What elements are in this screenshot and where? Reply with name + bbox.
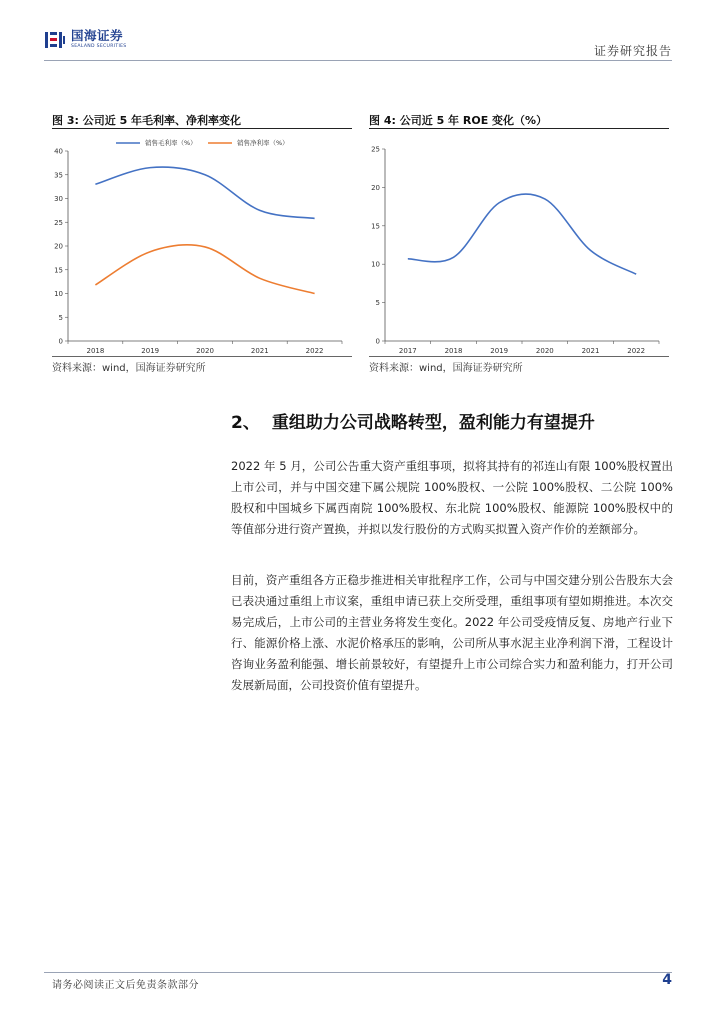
legend-label-0: 销售毛利率（%） (145, 139, 197, 147)
figure3-source: 资料来源：wind，国海证券研究所 (52, 363, 206, 374)
x-tick-label: 2022 (627, 347, 646, 355)
figure3-caption: 公司近 5 年毛利率、净利率变化 (82, 114, 242, 127)
figure3-bottom-rule (52, 356, 352, 357)
figure3-top-rule (52, 128, 352, 129)
roe-chart (369, 132, 669, 356)
header-divider (44, 60, 672, 61)
y-tick-label: 25 (54, 218, 63, 227)
figure4-source: 资料来源：wind，国海证券研究所 (369, 363, 523, 374)
x-tick-label: 2017 (398, 347, 417, 355)
y-tick-label: 10 (54, 290, 63, 298)
figure4-bottom-rule (369, 356, 669, 357)
logo-name-en: SEALAND SECURITIES (71, 43, 127, 49)
section-heading (231, 408, 595, 433)
figure4-caption: 公司近 5 年 ROE 变化（%） (399, 114, 548, 127)
figure4-top-rule (369, 128, 669, 129)
x-tick-label: 2018 (444, 347, 463, 355)
logo-mark-icon (44, 30, 66, 50)
footer-disclaimer: 请务必阅读正文后免责条款部分 (52, 980, 199, 991)
x-tick-label: 2021 (250, 347, 269, 355)
paragraph-2: 目前，资产重组各方正稳步推进相关审批程序工作，公司与中国交建分别公告股东大会已表决通过重组上市议案，重组申请已获上交所受理，重组事项有望如期推进。本次交易完成后，上市公司的主营业务将发生变化。2022 年公司受疫情反复、房地产行业下行、能源价格上涨、水泥价格承压的影响，公司所从事水泥主业净利润下滑，工程设计咨询业务盈利能强、增长前景较好，有望提升上市公司综合实力和盈利能力，打开公司发展新局面，公司投资价值有望提升。 (231, 573, 673, 692)
series-line-0 (408, 194, 636, 274)
series-line-1 (95, 245, 314, 294)
margin-chart (52, 132, 352, 356)
y-tick-label: 0 (58, 337, 63, 346)
y-tick-label: 40 (54, 147, 63, 156)
section-number: 2、 (231, 413, 260, 433)
company-logo (44, 30, 127, 50)
figure3-label: 图 3: (52, 114, 79, 127)
figure4-label: 图 4: (369, 114, 396, 127)
footer-divider (44, 972, 672, 973)
series-line-0 (95, 167, 314, 218)
figure3-title (52, 112, 241, 128)
y-tick-label: 10 (371, 260, 380, 269)
x-tick-label: 2019 (490, 347, 509, 355)
y-tick-label: 25 (371, 145, 380, 154)
x-tick-label: 2020 (196, 347, 214, 355)
y-tick-label: 0 (375, 337, 380, 346)
x-tick-label: 2022 (305, 347, 324, 355)
y-tick-label: 20 (371, 183, 380, 192)
y-tick-label: 35 (54, 171, 63, 180)
x-tick-label: 2020 (535, 347, 554, 355)
y-tick-label: 15 (371, 222, 380, 231)
x-tick-label: 2019 (141, 347, 160, 355)
figure4-title (369, 112, 547, 128)
y-tick-label: 20 (54, 242, 63, 251)
x-tick-label: 2021 (581, 347, 600, 355)
report-type: 证券研究报告 (593, 44, 672, 58)
section-title: 重组助力公司战略转型，盈利能力有望提升 (271, 413, 595, 433)
y-tick-label: 30 (54, 195, 63, 203)
page-number: 4 (662, 972, 672, 988)
y-tick-label: 5 (58, 313, 63, 322)
y-tick-label: 5 (375, 299, 380, 308)
y-tick-label: 15 (54, 266, 63, 275)
paragraph-1: 2022 年 5 月，公司公告重大资产重组事项，拟将其持有的祁连山有限 100%股权置出上市公司，并与中国交建下属公规院 100%股权、一公院 100%股权、二公院 100%股权和中国城乡下属西南院 100%股权、东北院 100%股权、能源院 100%股权中的等值部分进行资产置换，并拟以发行股份的方式购买拟置入资产作价的差额部分。 (231, 459, 673, 536)
logo-name-cn: 国海证券 (71, 28, 124, 44)
legend-label-1: 销售净利率（%） (237, 139, 289, 147)
x-tick-label: 2018 (86, 347, 105, 355)
